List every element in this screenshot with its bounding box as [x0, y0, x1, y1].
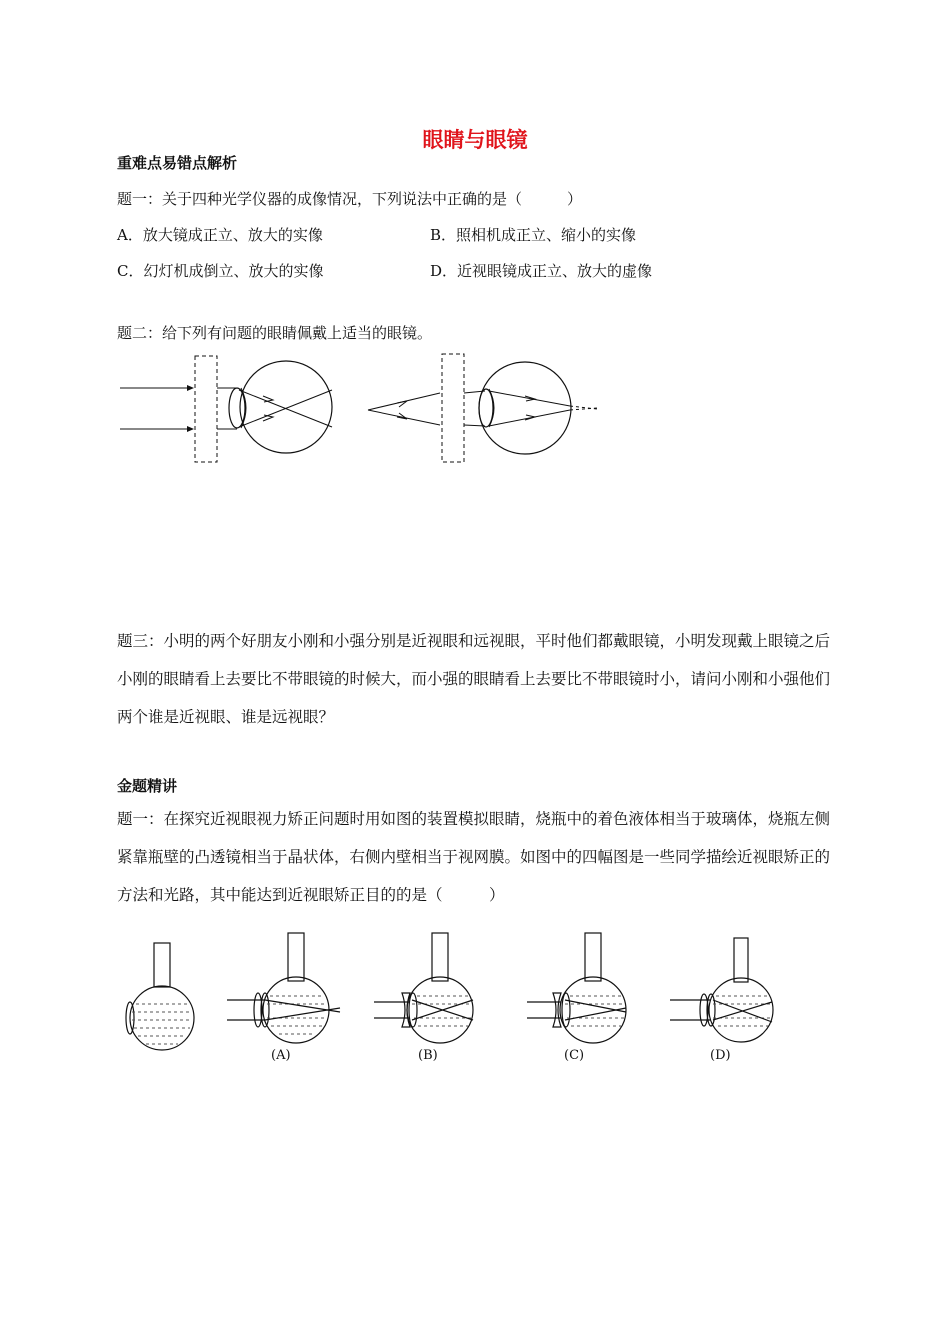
- figure-b-diagram: [372, 930, 482, 1055]
- question-1-stem: 题一：关于四种光学仪器的成像情况，下列说法中正确的是（ ）: [117, 190, 583, 208]
- eye-diagram-farsighted: [115, 350, 345, 470]
- figure-label-c: (C): [564, 1048, 585, 1063]
- eye-diagram-nearsighted: [365, 350, 610, 470]
- figure-label-b: (B): [418, 1048, 438, 1063]
- page-title: 眼睛与眼镜: [422, 128, 528, 152]
- featured-question-1-text: 题一：在探究近视眼视力矫正问题时用如图的装置模拟眼睛，烧瓶中的着色液体相当于玻璃体，烧瓶左侧紧靠瓶壁的凸透镜相当于晶状体，右侧内壁相当于视网膜。如图中的四幅图是一些同学描绘近视眼矫正的方法和光路，其中能达到近视眼矫正目的的是（ ）: [117, 810, 831, 904]
- glasses-slot-box: [442, 354, 464, 462]
- glasses-slot-box: [195, 356, 217, 462]
- question-1-option-c: C．幻灯机成倒立、放大的实像: [117, 262, 324, 280]
- eye-lens: [479, 389, 493, 427]
- flask-eye-model: [122, 940, 202, 1065]
- figure-label-a: (A): [271, 1048, 291, 1063]
- section-heading-difficult-points: 重难点易错点解析: [117, 154, 238, 172]
- question-3-text: 题三：小明的两个好朋友小刚和小强分别是近视眼和远视眼，平时他们都戴眼镜，小明发现戴上眼镜之后小刚的眼睛看上去要比不带眼镜的时候大，而小强的眼睛看上去要比不带眼镜时小，请问小刚和小强他们两个谁是近视眼、谁是远视眼？: [117, 632, 831, 726]
- eyeball-circle: [240, 361, 332, 453]
- figure-d-diagram: [668, 930, 778, 1055]
- question-2-stem: 题二：给下列有问题的眼睛佩戴上适当的眼镜。: [117, 324, 433, 342]
- figure-c-diagram: [525, 930, 635, 1055]
- eye-lens: [229, 388, 245, 428]
- question-1-option-d: D．近视眼镜成正立、放大的虚像: [430, 262, 653, 280]
- figure-label-d: (D): [710, 1048, 731, 1063]
- question-1-option-b: B．照相机成正立、缩小的实像: [430, 226, 637, 244]
- figure-a-diagram: [225, 930, 345, 1055]
- section-heading-featured-problems: 金题精讲: [117, 777, 178, 795]
- question-1-option-a: A．放大镜成正立、放大的实像: [117, 226, 323, 244]
